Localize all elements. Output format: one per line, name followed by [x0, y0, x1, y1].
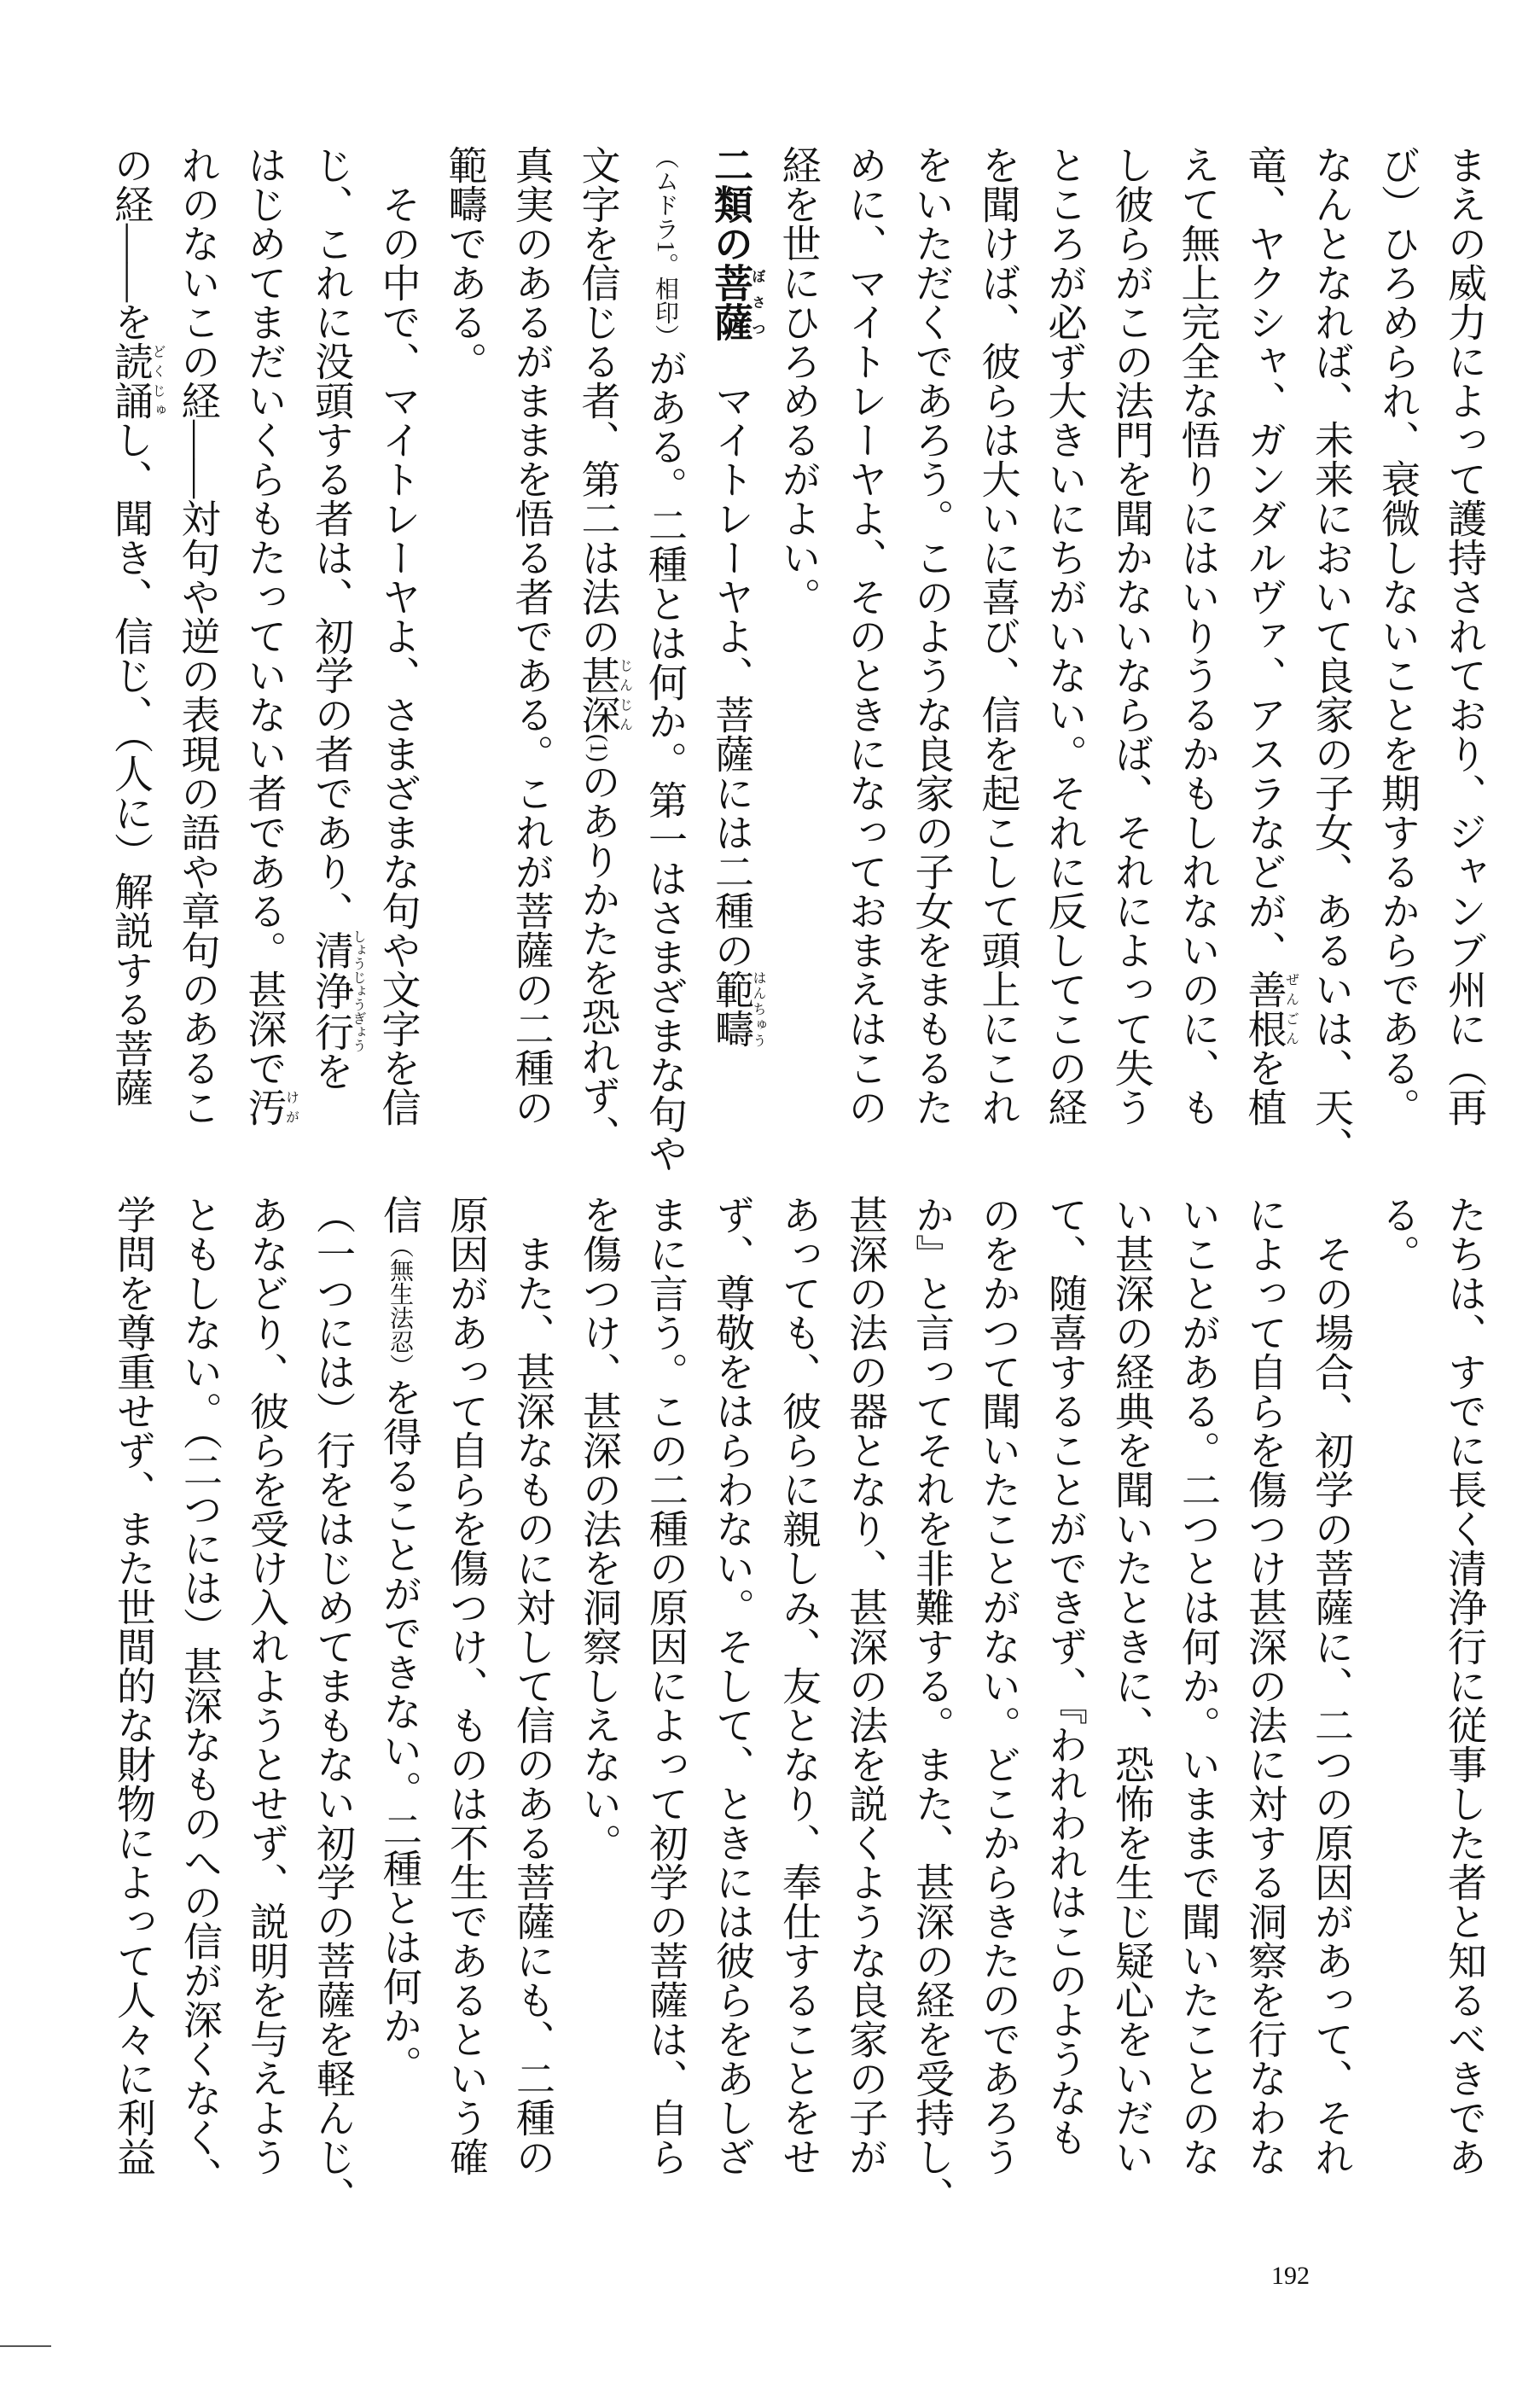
ruby-annotation: 善根ぜんごん [1242, 970, 1299, 1048]
text-column: る。 [1376, 1195, 1420, 1273]
inline-note: (1) [584, 734, 612, 762]
text-column: 二類の菩薩ぼさつ マイトレーヤよ、菩薩には二種の範疇はんちゅう [708, 145, 766, 1048]
ruby-annotation: 読誦どくじゅ [109, 341, 165, 420]
text-column: たちは、すでに長く清浄行に従事した者と知るべきであ [1443, 1195, 1486, 2176]
text-column: ところが必ず大きいにちがいない。それに反してこの経 [1043, 145, 1087, 1127]
text-column: めに、マイトレーヤよ、そのときになっておまえはこの [843, 145, 887, 1127]
text-column: のをかつて聞いたことがない。どこからきたのであろう [977, 1195, 1020, 2176]
text-column: じ、これに没頭する者は、初学の者であり、清浄行しょうじょうぎょうを [310, 145, 365, 1091]
text-block-bottom [100, 1195, 1497, 2228]
text-column: はじめてまだいくらもたっていない者である。甚深で汚けが [242, 145, 299, 1127]
ruby-annotation: 甚深じんじん [576, 655, 632, 734]
text-column: なんとなれば、未来において良家の子女、あるいは、天、 [1310, 145, 1353, 1166]
text-column: か』と言ってそれを非難する。また、甚深の経を受持し、 [910, 1195, 954, 2216]
text-column: ともしない。（二つには）甚深なものへの信が深くなく、 [178, 1195, 222, 2196]
scan-edge-mark [0, 2345, 51, 2347]
text-column: 範疇である。 [443, 145, 487, 381]
text-column: によって自らを傷つけ甚深の法に対する洞察を行なわな [1243, 1195, 1287, 2176]
ruby-annotation: 菩薩ぼさつ [708, 263, 766, 341]
text-column: まに言う。この二種の原因によって初学の菩薩は、自ら [644, 1195, 688, 2176]
text-column: い甚深の経典を聞いたときに、恐怖を生じ疑心をいだい [1110, 1195, 1154, 2176]
text-column: あなどり、彼らを受け入れようとせず、説明を与えよう [245, 1195, 288, 2176]
text-column: て、随喜することができず、『われわれはこのようなも [1043, 1195, 1087, 2157]
text-column: まえの威力によって護持されており、ジャンブ州に（再 [1443, 145, 1486, 1127]
text-column: れのないこの経――対句や逆の表現の語や章句のあるこ [176, 145, 220, 1127]
text-column: し彼らがこの法門を聞かないならば、それによって失う [1109, 145, 1154, 1127]
text-column: 竜、ヤクシャ、ガンダルヴァ、アスラなどが、善根ぜんごんを植 [1242, 145, 1299, 1127]
text-column: 甚深の法の器となり、甚深の法を説くような良家の子が [844, 1195, 887, 2176]
ruby-annotation: 範疇はんちゅう [710, 970, 765, 1048]
text-block-top [97, 145, 1497, 1173]
text-column: 経を世にひろめるがよい。 [776, 145, 821, 616]
ruby-annotation: 汚けが [242, 1087, 299, 1127]
text-column: また、甚深なものに対して信のある菩薩にも、二種の [511, 1195, 555, 2176]
text-column: 原因があって自らを傷つけ、ものは不生であるという確 [445, 1195, 488, 2176]
text-column: その中で、マイトレーヤよ、さまざまな句や文字を信 [376, 145, 421, 1127]
section-heading: 二類の菩薩ぼさつ [708, 145, 766, 341]
text-column: を傷つけ、甚深の法を洞察しえない。 [578, 1195, 621, 1862]
text-column: （一つには）行をはじめてまもない初学の菩薩を軽んじ、 [311, 1195, 355, 2216]
text-column: えて無上完全な悟りにはいりうるかもしれないのに、も [1176, 145, 1220, 1127]
text-column: いことがある。二つとは何か。いままで聞いたことのな [1177, 1195, 1220, 2176]
text-column: その場合、初学の菩薩に、二つの原因があって、それ [1310, 1195, 1353, 2176]
text-column: 真実のあるがままを悟る者である。これが菩薩の二種の [509, 145, 554, 1127]
page-number: 192 [1271, 2262, 1310, 2290]
text-column: び）ひろめられ、衰微しないことを期するからである。 [1376, 145, 1420, 1127]
inline-note: （無生法忍） [386, 1234, 413, 1377]
ruby-annotation: 清浄行しょうじょうぎょう [310, 929, 365, 1052]
text-column: を聞けば、彼らは大いに喜び、信を起こして頭上にこれ [976, 145, 1020, 1127]
text-column: ず、尊敬をはらわない。そして、ときには彼らをあしざ [711, 1195, 754, 2176]
text-column: 信（無生法忍）を得ることができない。二種とは何か。 [378, 1195, 421, 2084]
text-column: （ムドラ1。相印）がある。二種とは何か。第一はさまざまな句や [643, 145, 687, 1173]
text-column: の経――を読誦どくじゅし、聞き、信じ、（人に）解説する菩薩 [109, 145, 165, 1107]
inline-note: （ムドラ1。相印） [652, 145, 678, 348]
text-column: 文字を信じる者、第二は法の甚深じんじん(1)のありかたを恐れず、 [576, 145, 632, 1155]
text-column: 学問を尊重せず、また世間的な財物によって人々に利益 [112, 1195, 155, 2176]
text-column: あっても、彼らに親しみ、友となり、奉仕することをせ [777, 1195, 821, 2176]
text-column: をいただくであろう。このような良家の子女をまもるた [909, 145, 954, 1127]
